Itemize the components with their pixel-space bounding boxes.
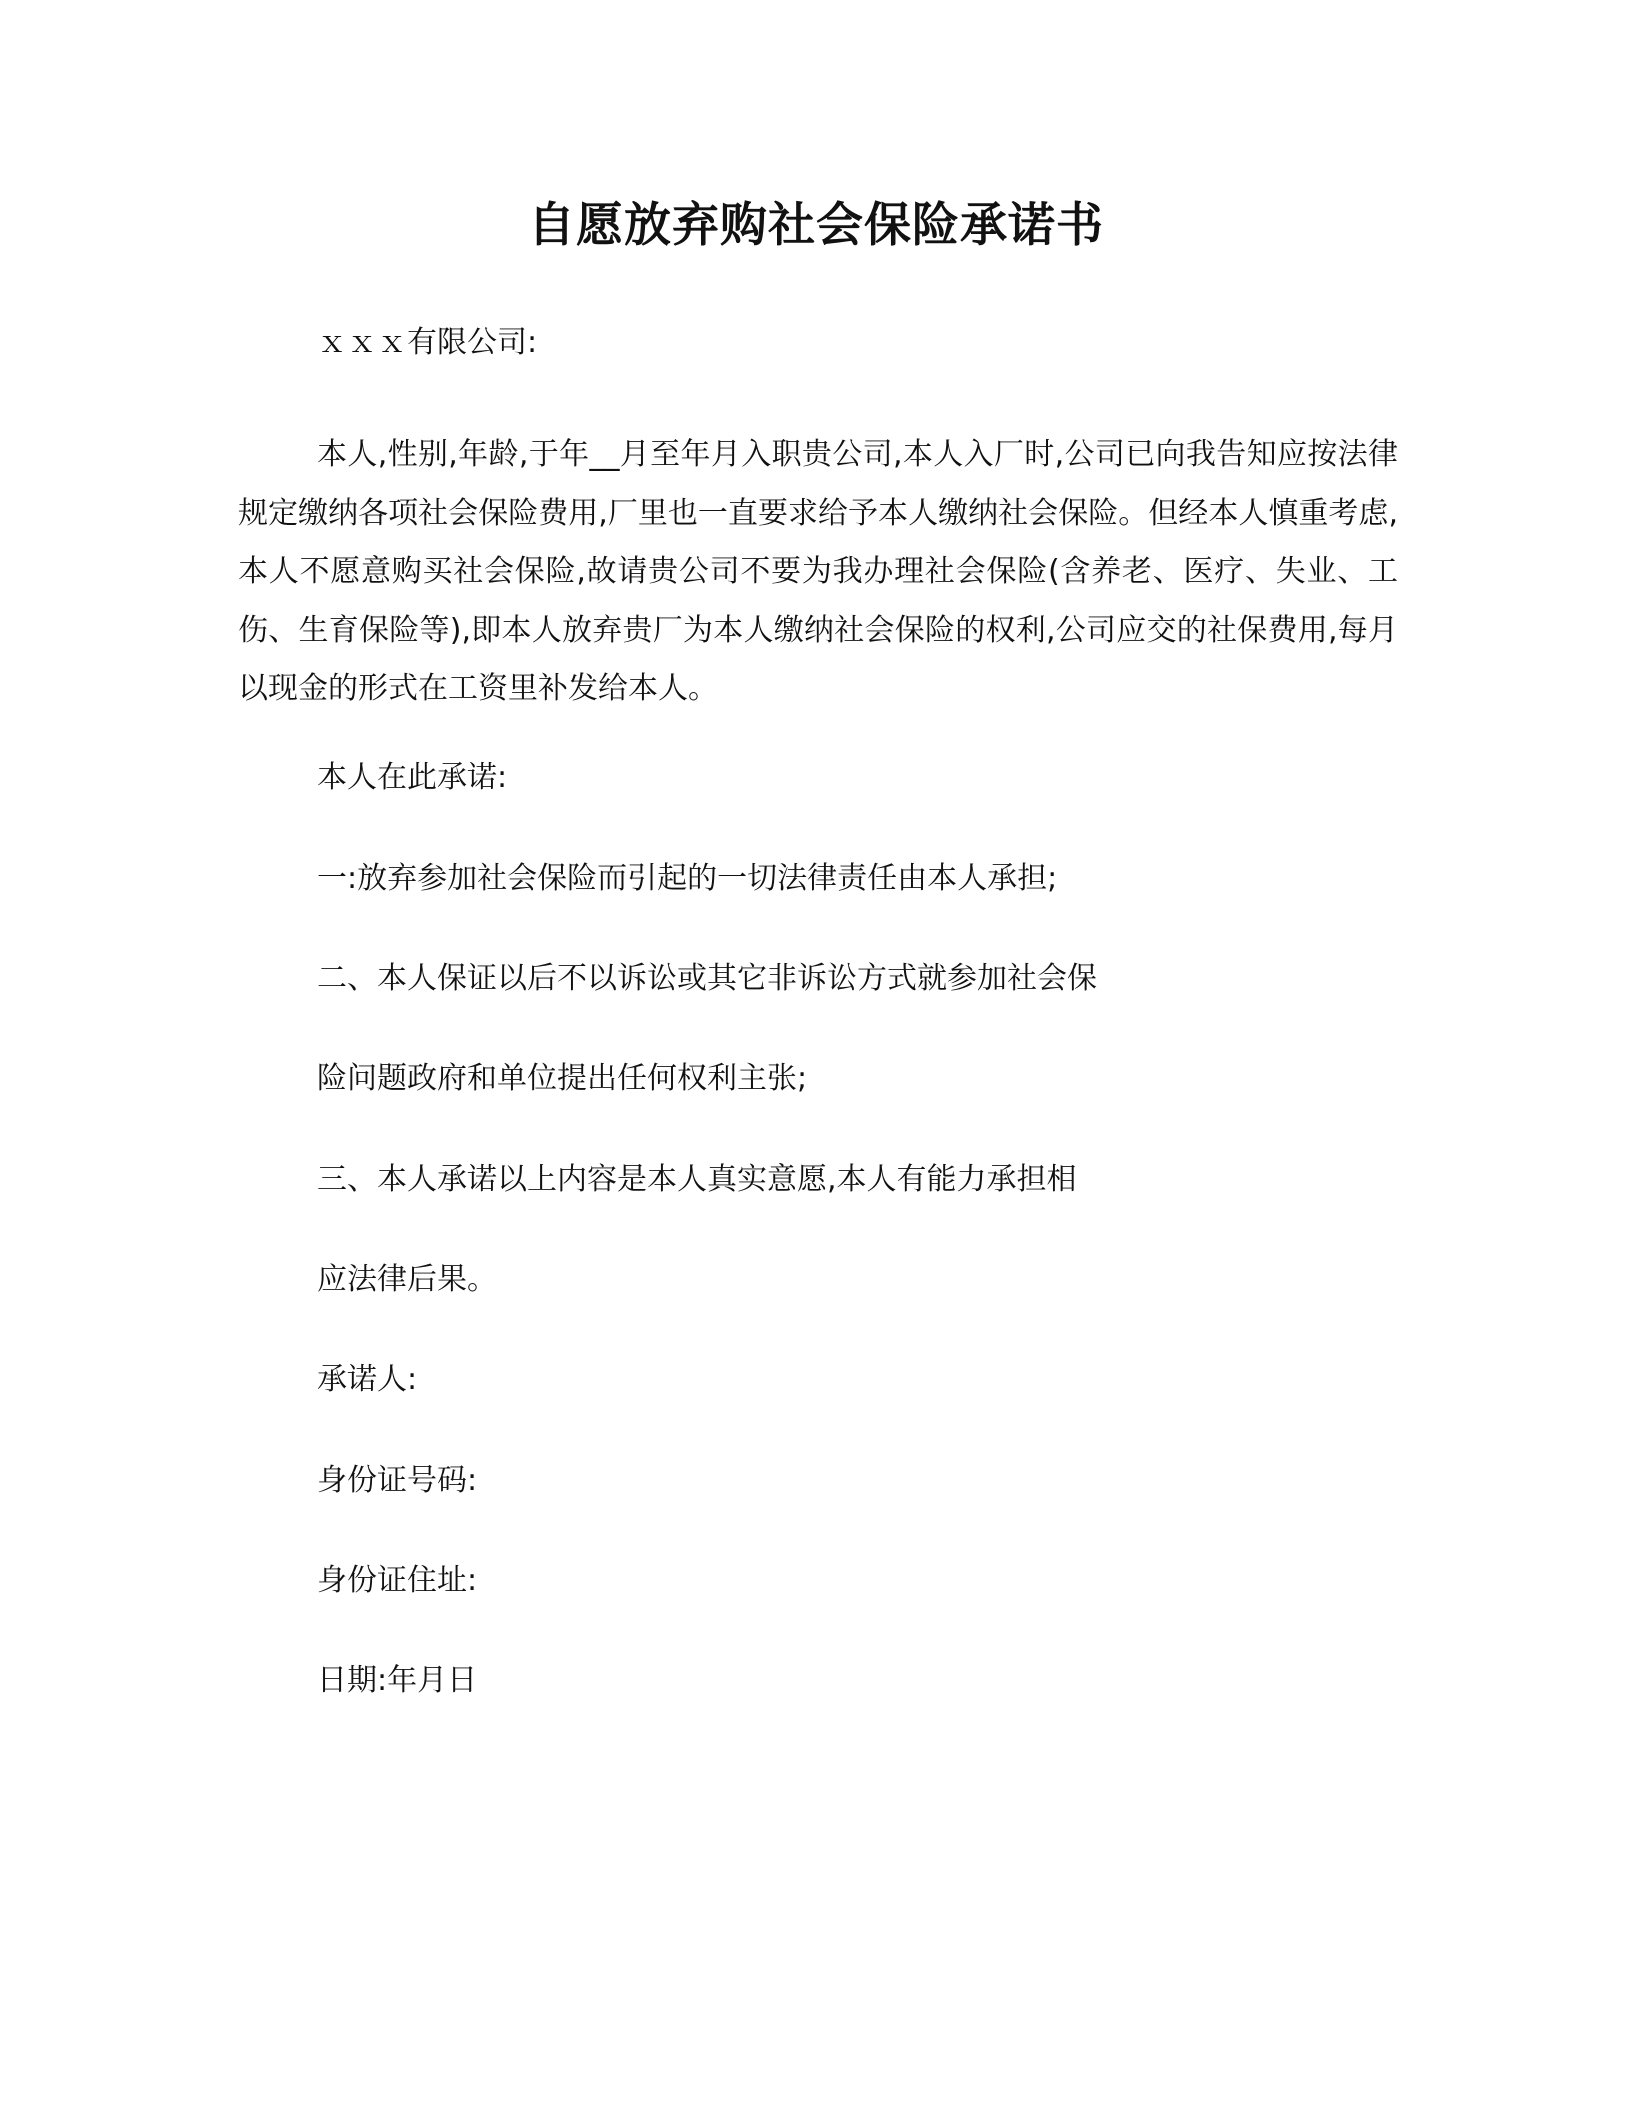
promise-item-2-line-1: 二、本人保证以后不以诉讼或其它非诉讼方式就参加社会保 bbox=[317, 961, 1097, 996]
promise-item-1: 一:放弃参加社会保险而引起的一切法律责任由本人承担; bbox=[317, 861, 1058, 896]
document-title: 自愿放弃购社会保险承诺书 bbox=[528, 198, 1104, 253]
id-address-label: 身份证住址: bbox=[317, 1563, 478, 1598]
promise-item-3-line-1: 三、本人承诺以上内容是本人真实意愿,本人有能力承担相 bbox=[317, 1162, 1077, 1197]
signer-label: 承诺人: bbox=[317, 1362, 418, 1397]
body-paragraph: 本人,性别,年龄,于年__月至年月入职贵公司,本人入厂时,公司已向我告知应按法律规定缴纳各项社会保险费用,厂里也一直要求给予本人缴纳社会保险。但经本人慎重考虑,本人不愿意购买社会保险,故请贵公司不要为我办理社会保险(含养老、医疗、失业、工伤、生育保险等),即本人放弃贵厂为本人缴纳社会保险的权利,公司应交的社保费用,每月以现金的形式在工资里补发给本人。 bbox=[238, 437, 1398, 706]
date-label: 日期:年月日 bbox=[317, 1663, 478, 1698]
id-number-label: 身份证号码: bbox=[317, 1463, 478, 1498]
promise-item-3-line-2: 应法律后果。 bbox=[317, 1262, 497, 1297]
promise-item-2-line-2: 险问题政府和单位提出任何权利主张; bbox=[317, 1061, 808, 1096]
promise-intro: 本人在此承诺: bbox=[317, 760, 508, 795]
addressee-line: ｘｘｘ有限公司: bbox=[317, 325, 538, 360]
